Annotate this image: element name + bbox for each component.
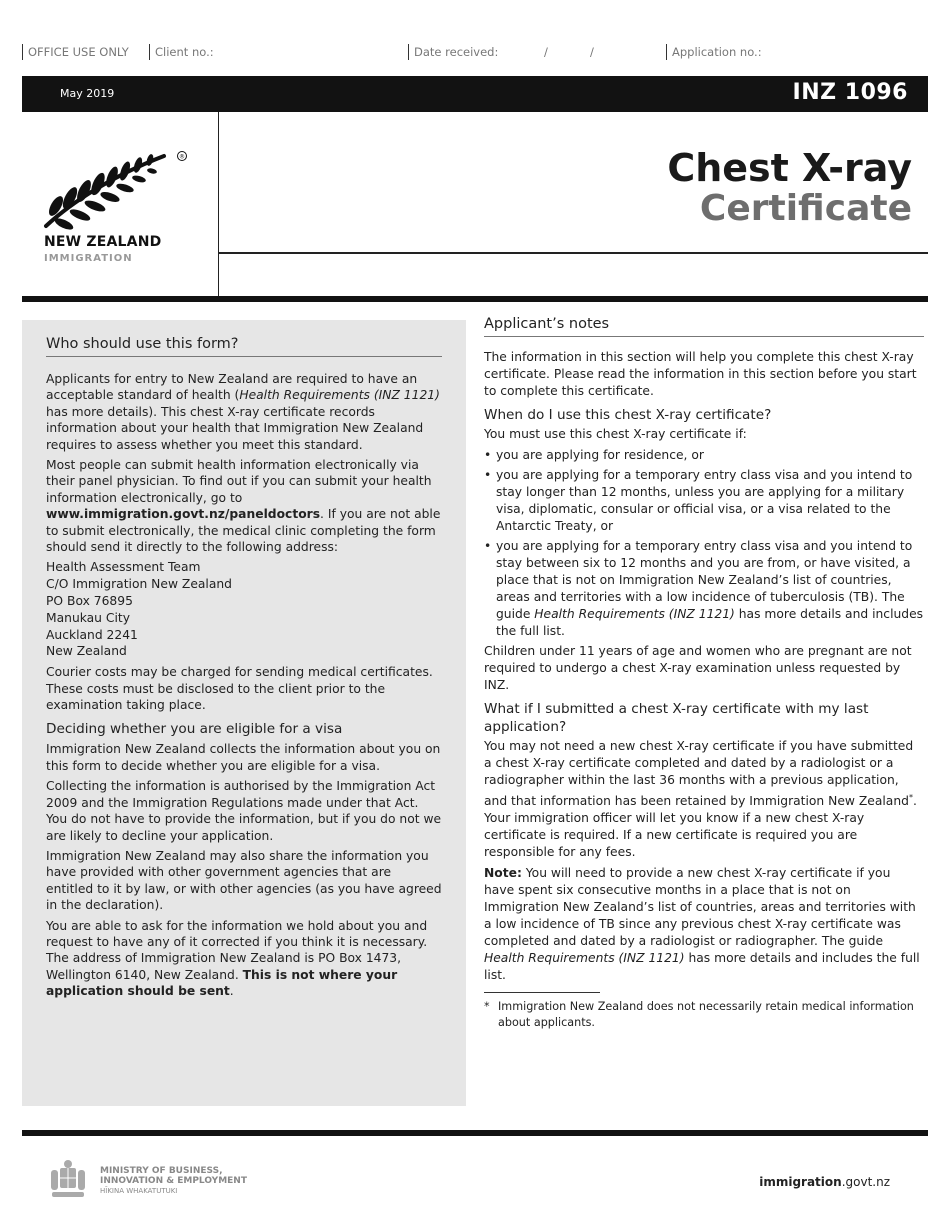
header [22, 112, 928, 300]
address-line: Health Assessment Team [46, 560, 201, 575]
eligibility-heading: Deciding whether you are eligible for a visa [46, 721, 343, 738]
page-title-line2: Certificate [699, 188, 912, 229]
right-heading: Applicant’s notes [484, 316, 924, 337]
silver-fern-logo-icon [42, 148, 192, 230]
footer-rule [22, 1130, 928, 1136]
website-link[interactable]: immigration.govt.nz [759, 1175, 890, 1189]
page-title-line1: Chest X-ray [667, 146, 912, 190]
footnote: * Immigration New Zealand does not necessarily retain medical information about applicants. [484, 1000, 914, 1030]
address-block [46, 559, 442, 660]
who-should-use-panel [22, 320, 466, 1106]
brand-subname: IMMIGRATION [44, 253, 133, 264]
form-code: INZ 1096 [792, 80, 908, 105]
brand-name: NEW ZEALAND [44, 234, 162, 250]
address-line: PO Box 76895 [46, 594, 133, 609]
note-paragraph: Note: You will need to provide a new chest X-ray certificate if you have spent six consecutive months in a place that is not on Immigration New Zealand’s list of countries, areas and territories with a low incidence of TB since any previous chest X-ray certificate was completed and dated by a radiologist or radiographer. The guide Health Requirements (INZ 1121) has more details and includes the full list. [484, 866, 920, 983]
form-date: May 2019 [60, 87, 115, 100]
left-paragraph-3: Courier costs may be charged for sending medical certificates. These costs must be disclosed to the client prior to the examination taking place. [46, 665, 433, 713]
date-slash-1: / [544, 45, 548, 59]
address-line: C/O Immigration New Zealand [46, 577, 232, 592]
address-line: Auckland 2241 [46, 627, 138, 642]
applicant-notes [484, 316, 924, 1031]
left-paragraph-2: Most people can submit health information electronically via their panel physician. To find out if you can submit your health information electronically, go to www.immigration.govt.nz/paneldoctors. If you are not able to submit electronically, the medical clinic completing the form should send it directly to the following address: [46, 458, 441, 555]
left-paragraph-5: Collecting the information is authorised by the Immigration Act 2009 and the Immigration Regulations made under that Act. You do not have to provide the information, but if you do not we are likely to decline your application. [46, 779, 442, 843]
left-paragraph-1: Applicants for entry to New Zealand are required to have an acceptable standard of health (Health Requirements (INZ 1121) has more details). This chest X-ray certificate records information about your health that Immigration New Zealand requires to assess whether you meet this standard. [46, 372, 440, 452]
ministry-name: MINISTRY OF BUSINESS, INNOVATION & EMPLOYMENT HĪKINA WHAKATUTUKI [100, 1166, 247, 1195]
top-bar [22, 76, 928, 112]
date-slash-2: / [590, 45, 594, 59]
header-divider-vertical [218, 112, 219, 300]
address-line: New Zealand [46, 644, 127, 659]
trademark-mark: ® [179, 153, 185, 161]
left-heading: Who should use this form? [46, 336, 442, 357]
notes-intro: The information in this section will help you complete this chest X-ray certificate. Please read the information in this section before you start to complete this certificate. [484, 350, 917, 398]
children-note: Children under 11 years of age and women who are pregnant are not required to undergo a chest X-ray examination unless requested by INZ. [484, 644, 912, 692]
requirement-list [484, 447, 924, 640]
left-paragraph-4: Immigration New Zealand collects the information about you on this form to decide whether you are eligible for a visa. [46, 742, 441, 773]
previous-submission-text: You may not need a new chest X-ray certificate if you have submitted a chest X-ray certificate completed and dated by a radiologist or a radiographer within the last 36 months with a previous application, and that information has been retained by Immigration New Zealand*. Your immigration officer will let you know if a new chest X-ray certificate is required. If a new certificate is required you are responsible for any fees. [484, 739, 917, 860]
date-received-label: Date received: [408, 44, 498, 60]
panel-doctors-link[interactable]: www.immigration.govt.nz/paneldoctors [46, 507, 321, 522]
question-when-use-lead: You must use this chest X-ray certificate if: [484, 427, 747, 441]
application-no-label: Application no.: [666, 44, 762, 60]
header-rule [22, 296, 928, 302]
list-item: • you are applying for a temporary entry class visa and you intend to stay longer than 12 months, unless you are applying for a military visa, diplomatic, consular or official visa, or a visa related to the Antarctic Treaty, or [484, 467, 924, 535]
client-no-label: Client no.: [149, 44, 214, 60]
list-item: • you are applying for a temporary entry class visa and you intend to stay between six to 12 months and you are from, or have visited, a place that is not on Immigration New Zealand’s list of countries, areas and territories with a low incidence of tuberculosis (TB). The guide Health Requirements (INZ 1121) has more details and includes the full list. [484, 538, 924, 640]
footnote-rule [484, 992, 600, 993]
address-line: Manukau City [46, 610, 130, 625]
list-item: • you are applying for residence, or [484, 447, 924, 464]
office-use-strip [22, 44, 928, 62]
left-paragraph-6: Immigration New Zealand may also share the information you have provided with other government agencies that are entitled to it by law, or with other agencies (as you have agreed in the declaration). [46, 848, 442, 913]
left-paragraph-7: You are able to ask for the information we hold about you and request to have any of it corrected if you think it is necessary. The address of Immigration New Zealand is PO Box 1473, Wellington 6140, New Zealand. This is not where your application should be sent. [46, 918, 428, 999]
question-previous-submission: What if I submitted a chest X-ray certificate with my last application? [484, 701, 869, 735]
header-divider-horizontal [218, 252, 928, 254]
coat-of-arms-icon [46, 1158, 90, 1202]
question-when-use: When do I use this chest X-ray certificate? [484, 407, 772, 423]
office-use-label: OFFICE USE ONLY [22, 44, 129, 60]
